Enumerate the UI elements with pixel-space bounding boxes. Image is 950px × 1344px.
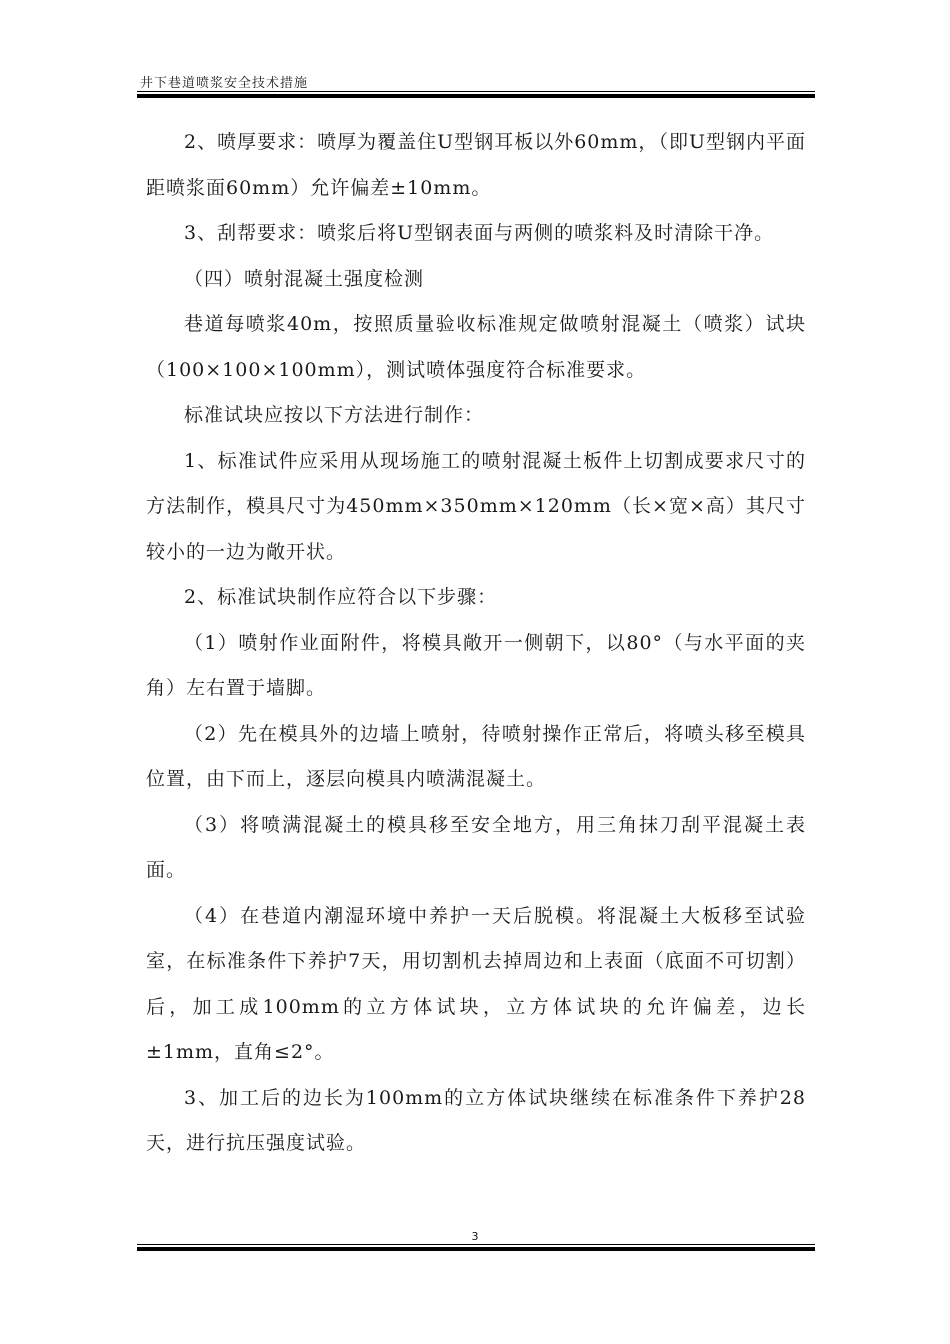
page-number: 3 <box>471 1230 479 1243</box>
paragraph: 1、标准试件应采用从现场施工的喷射混凝土板件上切割成要求尺寸的方法制作，模具尺寸为450mm×350mm×120mm（长×宽×高）其尺寸较小的一边为敞开状。 <box>146 449 806 563</box>
header-rule-thick <box>137 94 815 98</box>
document-title: 井下巷道喷浆安全技术措施 <box>140 76 309 91</box>
paragraph: 标准试块应按以下方法进行制作： <box>184 404 485 426</box>
document-body <box>146 120 806 1167</box>
header-rule-thin <box>137 91 815 92</box>
paragraph: 2、标准试块制作应符合以下步骤： <box>184 586 498 608</box>
paragraph: （1）喷射作业面附件，将模具敞开一侧朝下，以80°（与水平面的夹角）左右置于墙脚。 <box>146 631 806 699</box>
paragraph: 巷道每喷浆40m，按照质量验收标准规定做喷射混凝土（喷浆）试块（100×100×100mm），测试喷体强度符合标准要求。 <box>146 313 806 381</box>
paragraph: （3）将喷满混凝土的模具移至安全地方，用三角抹刀刮平混凝土表面。 <box>146 813 806 881</box>
paragraph: （2）先在模具外的边墙上喷射，待喷射操作正常后，将喷头移至模具位置，由下而上，逐层向模具内喷满混凝土。 <box>146 722 806 790</box>
section-heading: （四）喷射混凝土强度检测 <box>184 267 425 290</box>
footer-rule-thick <box>137 1247 815 1251</box>
paragraph: 3、加工后的边长为100mm的立方体试块继续在标准条件下养护28天，进行抗压强度试验。 <box>146 1086 806 1154</box>
paragraph: 2、喷厚要求：喷厚为覆盖住U型钢耳板以外60mm，（即U型钢内平面距喷浆面60mm）允许偏差±10mm。 <box>146 131 806 199</box>
footer-rule-thin <box>137 1244 815 1245</box>
paragraph: （4）在巷道内潮湿环境中养护一天后脱模。将混凝土大板移至试验室，在标准条件下养护7天，用切割机去掉周边和上表面（底面不可切割）后，加工成100mm的立方体试块，立方体试块的允许偏差，边长±1mm，直角≤2°。 <box>146 904 806 1063</box>
paragraph: 3、刮帮要求：喷浆后将U型钢表面与两侧的喷浆料及时清除干净。 <box>184 222 775 244</box>
